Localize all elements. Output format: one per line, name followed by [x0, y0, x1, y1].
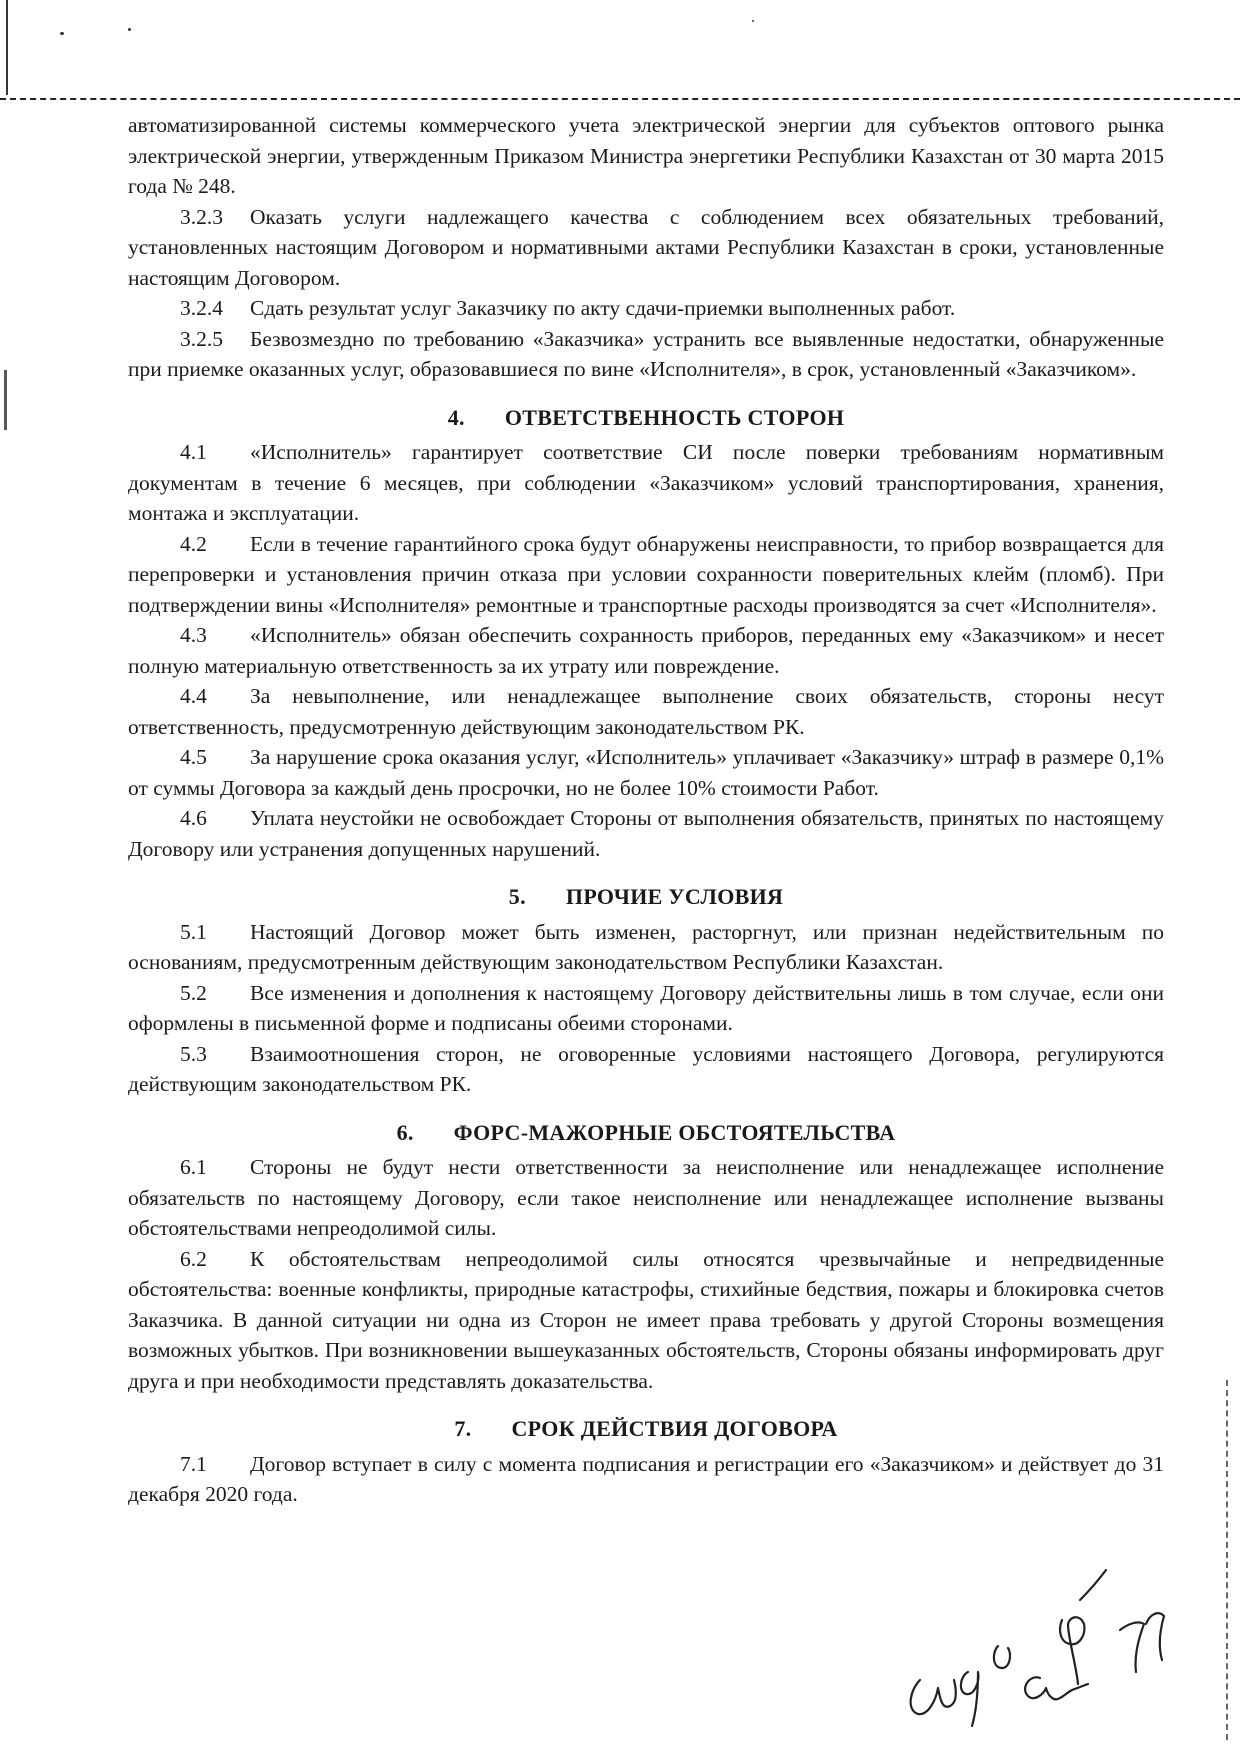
clause-number: 5.2 [180, 980, 207, 1005]
clause-paragraph [128, 1244, 1164, 1397]
scan-speck [752, 20, 754, 22]
section-number: 6. [396, 1119, 414, 1145]
section-6-heading [128, 1118, 1164, 1149]
clause-number: 6.1 [180, 1155, 207, 1179]
scan-edge-mark [4, 370, 7, 430]
clause-paragraph [128, 1449, 1164, 1510]
clause-number: 4.2 [180, 531, 207, 556]
scan-speck [60, 32, 64, 35]
clause-paragraph [128, 620, 1164, 681]
scan-edge-mark [1226, 1380, 1230, 1740]
section-7-clauses [128, 1449, 1164, 1510]
clause-paragraph [128, 803, 1164, 864]
clause-paragraph [128, 293, 1164, 324]
clause-text: Уплата неустойки не освобождает Стороны от выполнения обязательств, принятых по настоящему Договору или устранения допущенных нарушений. [128, 806, 1164, 861]
clause-text: Если в течение гарантийного срока будут обнаружены неисправности, то прибор возвращается для перепроверки и установления причин отказа при условии сохранности поверительных клейм (пломб). При подтверждении вины «Исполнителя» ремонтные и транспортные расходы производятся за счет «Исполнителя». [128, 531, 1164, 617]
section-title: ОТВЕТСТВЕННОСТЬ СТОРОН [504, 404, 845, 430]
clause-paragraph [128, 917, 1164, 978]
clause-text: «Исполнитель» обязан обеспечить сохранность приборов, переданных ему «Заказчиком» и несет полную материальную ответственность за их утрату или повреждение. [128, 623, 1164, 678]
clause-number: 3.2.4 [180, 296, 223, 320]
clause-paragraph [128, 1039, 1164, 1100]
clause-paragraph [128, 978, 1164, 1039]
clause-text: Настоящий Договор может быть изменен, расторгнут, или признан недействительным по основаниям, предусмотренным действующим законодательством Республики Казахстан. [128, 919, 1164, 974]
clause-text: «Исполнитель» гарантирует соответствие СИ после поверки требованиям нормативным документам в течение 6 месяцев, при соблюдении «Заказчиком» условий транспортирования, хранения, монтажа и эксплуатации. [128, 440, 1164, 525]
section-title: ФОРС-МАЖОРНЫЕ ОБСТОЯТЕЛЬСТВА [453, 1119, 896, 1145]
clause-text: Безвозмездно по требованию «Заказчика» устранить все выявленные недостатки, обнаруженные при приемке оказанных услуг, образовавшиеся по вине «Исполнителя», в срок, установленный «Заказчиком». [128, 326, 1164, 381]
clause-number: 4.5 [180, 745, 207, 769]
clause-number: 4.3 [180, 623, 207, 647]
clause-paragraph [128, 742, 1164, 803]
section-4-clauses [128, 437, 1164, 864]
clause-number: 3.2.3 [180, 204, 223, 229]
clause-text: Оказать услуги надлежащего качества с соблюдением всех обязательных требований, установленных настоящим Договором и нормативными актами Республики Казахстан в сроки, установленные настоящим Договором. [128, 204, 1164, 290]
clause-number: 4.1 [180, 440, 207, 464]
scan-edge-mark [6, 0, 8, 95]
clause-number: 5.3 [180, 1041, 207, 1066]
clause-number: 6.2 [180, 1246, 207, 1271]
handwritten-signature [890, 1560, 1190, 1730]
document-page [128, 110, 1164, 1510]
clause-text: За нарушение срока оказания услуг, «Исполнитель» уплачивает «Заказчику» штраф в размере 0,1% от суммы Договора за каждый день просрочки, но не более 10% стоимости Работ. [128, 745, 1164, 800]
clause-paragraph [128, 437, 1164, 529]
section-3-clauses [128, 202, 1164, 385]
clause-text: Стороны не будут нести ответственности за неисполнение или ненадлежащее исполнение обязательств по настоящему Договору, если такое неисполнение или ненадлежащее исполнение вызваны обстоятельствами непреодолимой силы. [128, 1155, 1164, 1240]
section-title: СРОК ДЕЙСТВИЯ ДОГОВОРА [511, 1416, 838, 1441]
clause-paragraph [128, 202, 1164, 294]
clause-text: За невыполнение, или ненадлежащее выполнение своих обязательств, стороны несут ответственность, предусмотренную действующим законодательством РК. [128, 684, 1164, 739]
section-title: ПРОЧИЕ УСЛОВИЯ [565, 884, 784, 909]
clause-text: К обстоятельствам непреодолимой силы относятся чрезвычайные и непредвиденные обстоятельства: военные конфликты, природные катастрофы, стихийные бедствия, пожары и блокировка счетов Заказчика. В данной ситуации ни одна из Сторон не имеет права требовать у другой Стороны возмещения возможных убытков. При возникновении вышеуказанных обстоятельств, Стороны обязаны информировать друг друга и при необходимости представлять доказательства. [128, 1246, 1164, 1393]
clause-number: 4.4 [180, 684, 207, 708]
scan-fold-line [0, 98, 1240, 100]
clause-number: 5.1 [180, 919, 207, 944]
clause-paragraph [128, 324, 1164, 385]
section-5-heading [128, 882, 1164, 913]
clause-paragraph [128, 681, 1164, 742]
section-number: 4. [447, 404, 465, 430]
section-4-heading [128, 403, 1164, 434]
clause-number: 7.1 [180, 1451, 207, 1476]
section-5-clauses [128, 917, 1164, 1100]
clause-paragraph [128, 529, 1164, 621]
section-number: 7. [454, 1416, 472, 1441]
clause-number: 3.2.5 [180, 326, 223, 351]
clause-number: 4.6 [180, 806, 207, 830]
scan-speck [128, 28, 131, 31]
clause-text: Сдать результат услуг Заказчику по акту сдачи-приемки выполненных работ. [250, 296, 956, 320]
section-6-clauses [128, 1152, 1164, 1396]
section-number: 5. [508, 884, 526, 909]
section-7-heading [128, 1414, 1164, 1445]
clause-text: Договор вступает в силу с момента подписания и регистрации его «Заказчиком» и действует до 31 декабря 2020 года. [128, 1451, 1164, 1506]
clause-text: Все изменения и дополнения к настоящему Договору действительны лишь в том случае, если они оформлены в письменной форме и подписаны обеими сторонами. [128, 980, 1164, 1035]
clause-text: Взаимоотношения сторон, не оговоренные условиями настоящего Договора, регулируются действующим законодательством РК. [128, 1041, 1164, 1096]
clause-paragraph [128, 1152, 1164, 1244]
intro-paragraph: автоматизированной системы коммерческого учета электрической энергии для субъектов оптового рынка электрической энергии, утвержденным Приказом Министра энергетики Республики Казахстан от 30 марта 2015 года № 248. [128, 113, 1164, 198]
